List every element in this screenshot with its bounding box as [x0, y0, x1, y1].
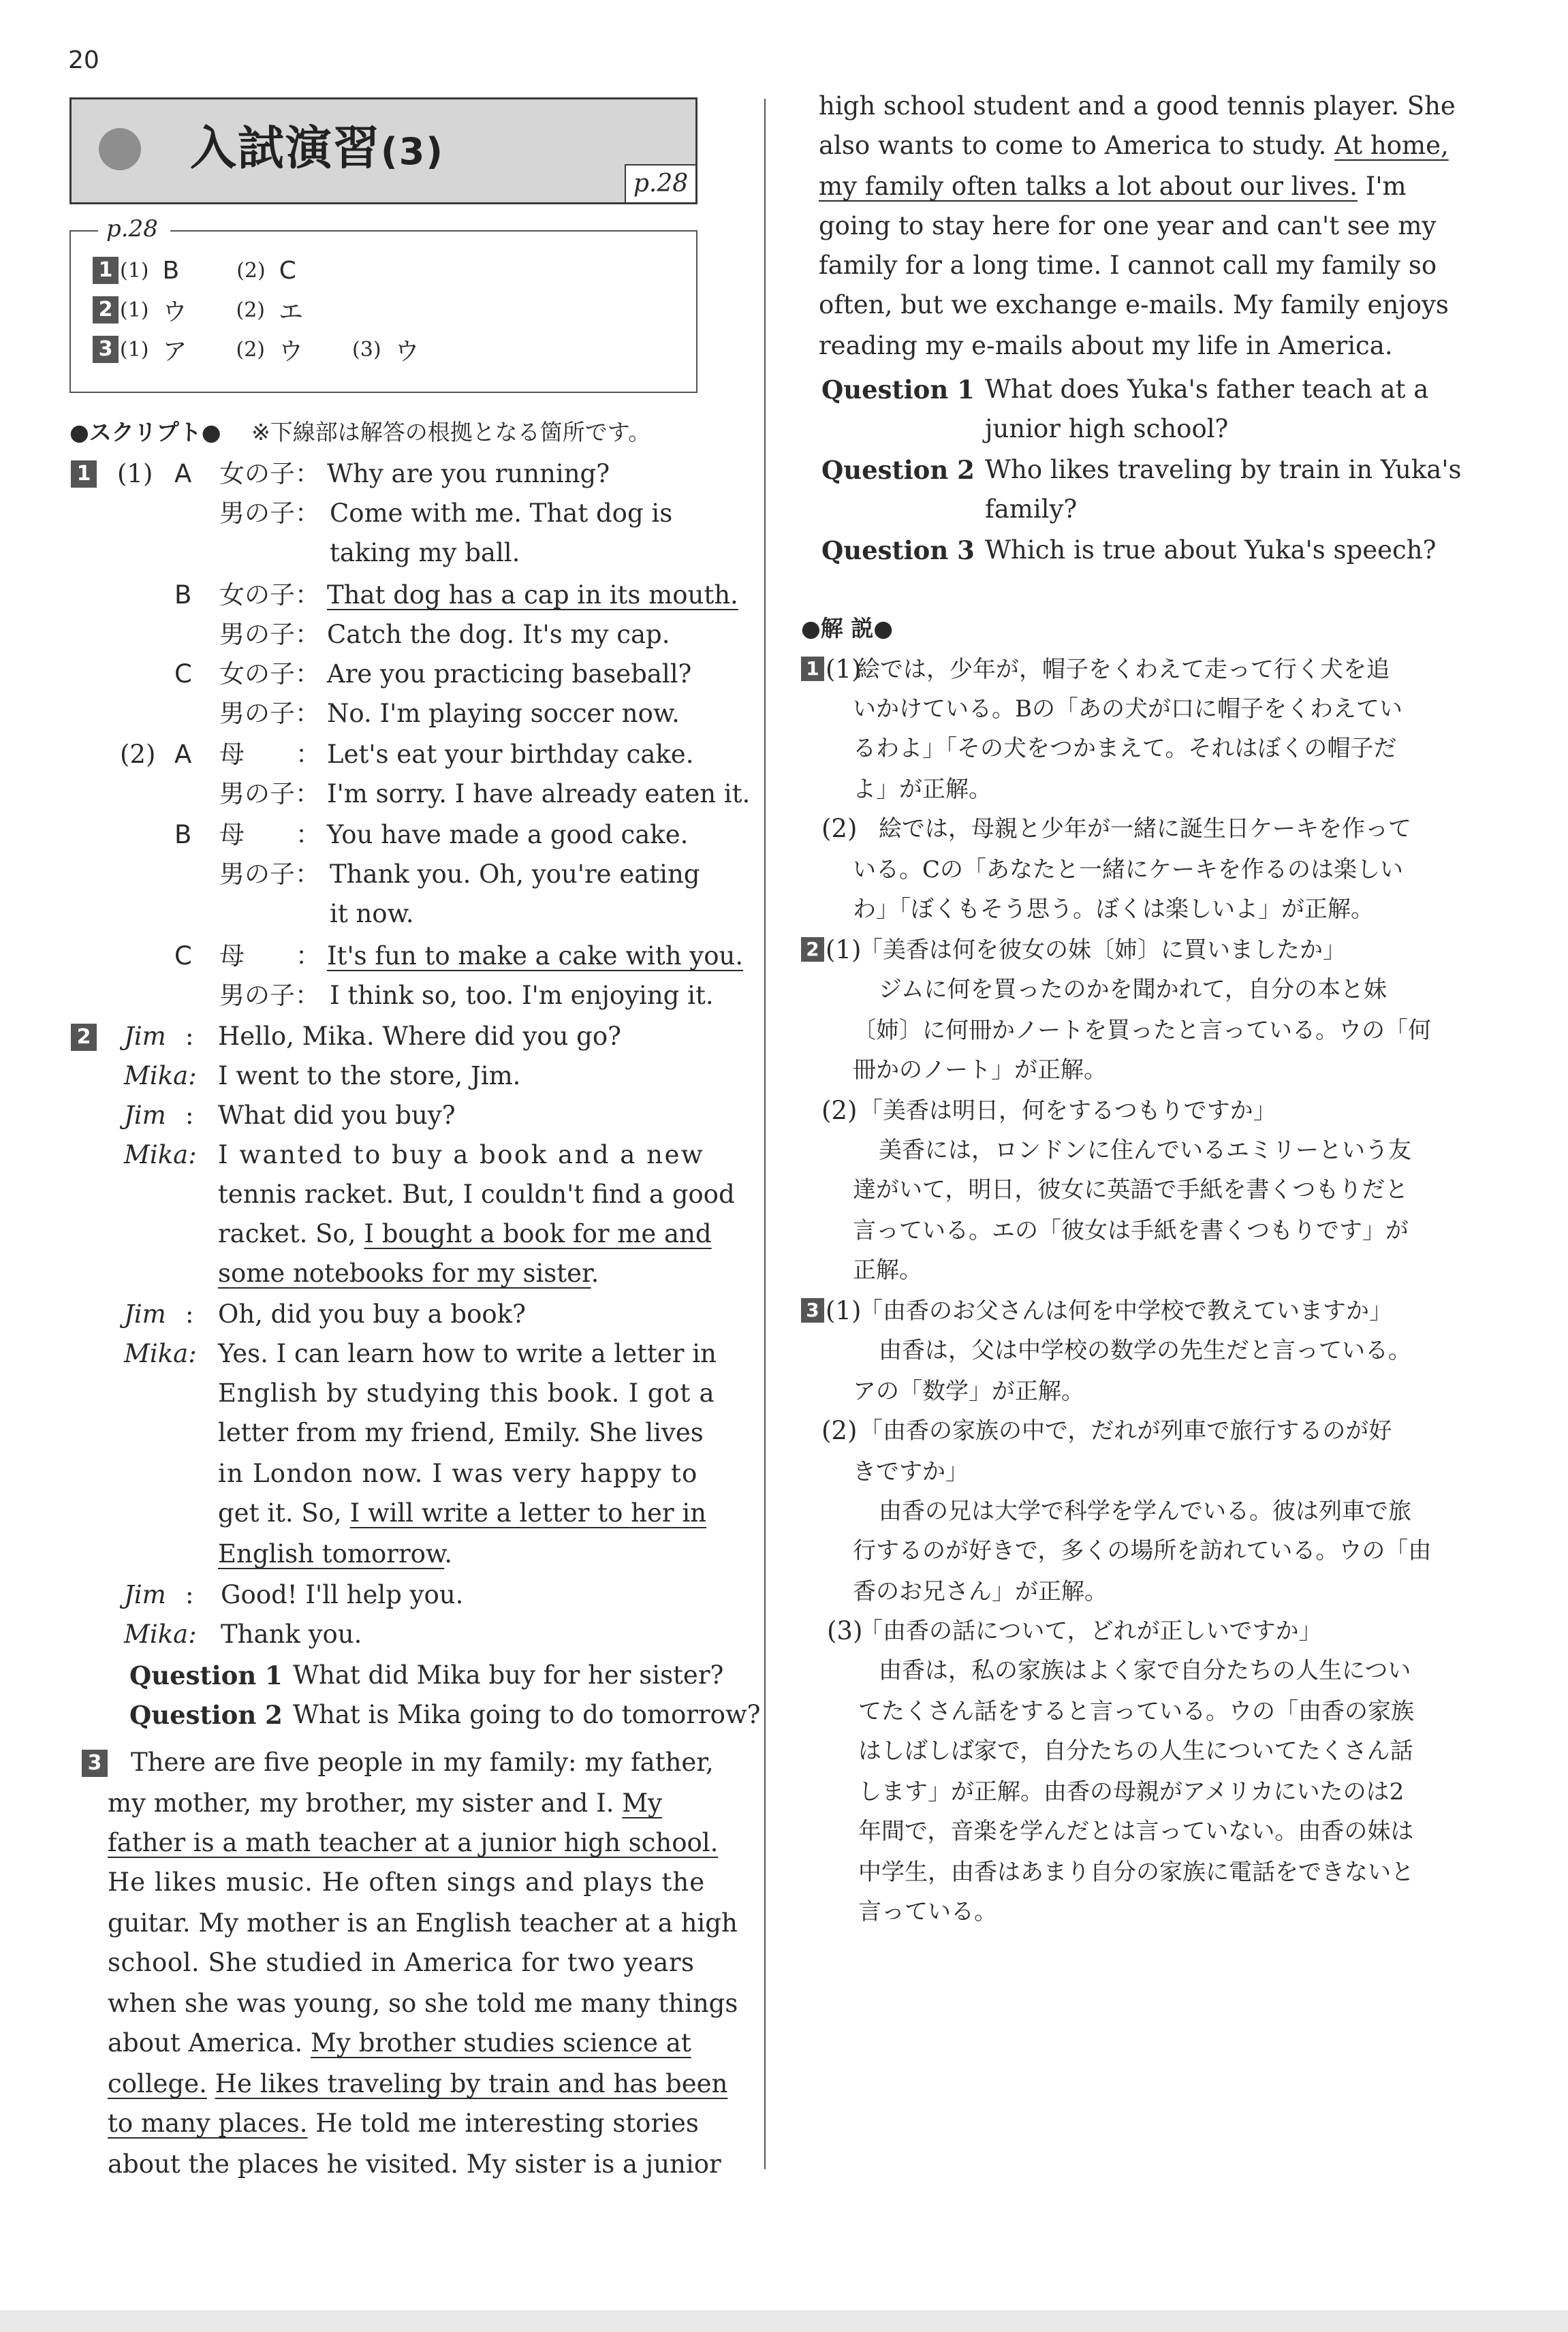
question-label: Question 1 [129, 1660, 283, 1690]
scan-edge-shade [0, 2310, 1568, 2332]
section-number-box: 1 [71, 460, 97, 488]
question-text: What does Yuka's father teach at a [985, 375, 1429, 404]
script-line: it now. [330, 899, 414, 928]
section-number-box: 1 [801, 657, 824, 681]
colon: : [185, 1101, 194, 1130]
explanation-line: 由香は，父は中学校の数学の先生だと言っている。 [879, 1337, 1411, 1364]
passage-line [108, 2028, 691, 2059]
passage-line [108, 2108, 699, 2139]
passage-line [819, 130, 1449, 161]
speaker-label: Jim [124, 1580, 166, 1609]
question-text: What is Mika going to do tomorrow? [293, 1700, 761, 1729]
question-text: Which is true about Yuka's speech? [985, 535, 1437, 565]
script-line: Catch the dog. It's my cap. [327, 620, 670, 649]
answer-row [93, 332, 420, 366]
explanation-line: 言っている。エの「彼女は手紙を書くつもりです」が [853, 1217, 1409, 1244]
passage-line: about the places he visited. My sister is a junior [108, 2149, 721, 2179]
script-line: No. I'm playing soccer now. [327, 699, 680, 728]
passage-line: high school student and a good tennis player. She [819, 91, 1456, 121]
passage-line [108, 2068, 727, 2100]
answer-box-label: p.28 [98, 215, 170, 242]
answer-value: C [279, 256, 296, 285]
sub-number: (2) [236, 258, 266, 283]
speaker-label: 男の子： [219, 981, 320, 1010]
script-note: ※下線部は解答の根拠となる箇所です。 [251, 419, 651, 445]
script-line-underlined: It's fun to make a cake with you. [327, 941, 744, 971]
underlined-text: I bought a book for me and [364, 1219, 712, 1248]
speaker-label: 女の子： [219, 580, 320, 610]
explanation-line: 冊かのノート」が正解。 [853, 1056, 1107, 1084]
underlined-text: My brother studies science at [311, 2028, 691, 2058]
sub-number: (2) [821, 1416, 858, 1445]
speaker-label: 男の子： [219, 620, 320, 649]
page-title [190, 112, 444, 178]
sub-number: (2) [821, 814, 858, 843]
underlined-text: some notebooks for my sister [218, 1259, 591, 1288]
section-number-box: 2 [71, 1024, 97, 1051]
dialogue-line: Thank you. [221, 1620, 362, 1649]
passage-line: reading my e-mails about my life in America. [819, 331, 1393, 360]
underlined-text: He likes traveling by train and has been [215, 2069, 728, 2098]
underlined-text: At home, [1334, 131, 1449, 160]
explanation-line: 美香には，ロンドンに住んでいるエミリーという友 [879, 1137, 1411, 1164]
speaker-label: 男の子： [219, 699, 320, 728]
explanation-line: 香のお兄さん」が正解。 [853, 1578, 1108, 1605]
passage-line: when she was young, so she told me many things [108, 1989, 738, 2018]
explanation-line: ジムに何を買ったのかを聞かれて，自分の本と妹 [879, 976, 1387, 1003]
answer-value: ウ [279, 337, 304, 366]
explanation-line: アの「数学」が正解。 [853, 1378, 1084, 1405]
sub-number: (1) [826, 655, 862, 684]
speaker-label: Jim [124, 1101, 166, 1130]
explanation-line: 「由香のお父さんは何を中学校で教えていますか」 [860, 1297, 1392, 1325]
colon: ： [296, 820, 321, 849]
colon: ： [296, 740, 321, 769]
column-divider [764, 99, 766, 2169]
underlined-text: to many places. [108, 2109, 308, 2138]
title-main: 入試演習 [190, 122, 381, 176]
dialogue-line: Good! I'll help you. [221, 1580, 464, 1609]
underlined-text: English tomorrow [218, 1539, 445, 1569]
explanation-line: 年間で，音楽を学んだとは言っていない。由香の妹は [858, 1818, 1414, 1845]
speaker-label: 母 [219, 740, 245, 769]
colon: ： [296, 941, 321, 971]
speaker-label: Mika: [124, 1140, 197, 1169]
question-text: family? [985, 494, 1078, 524]
explanation-line: 言っている。 [858, 1898, 997, 1925]
speaker-label: 女の子： [219, 659, 320, 689]
dialogue-line: Hello, Mika. Where did you go? [218, 1022, 621, 1051]
explanation-line: 絵では，母親と少年が一緒に誕生日ケーキを作って [879, 815, 1411, 842]
script-line: You have made a good cake. [327, 820, 689, 849]
colon: : [185, 1580, 194, 1609]
explanation-line: はしばしば家で，自分たちの人生についてたくさん話 [858, 1737, 1413, 1765]
script-line: Are you practicing baseball? [327, 659, 692, 689]
question-text: Who likes traveling by train in Yuka's [985, 455, 1462, 484]
dialogue-line: I went to the store, Jim. [218, 1061, 521, 1090]
sub-number: (3) [352, 337, 381, 362]
passage-line: guitar. My mother is an English teacher at a high [108, 1908, 738, 1938]
explanation-line: 行するのが好きで，多くの場所を訪れている。ウの「由 [853, 1537, 1432, 1564]
script-line: taking my ball. [330, 538, 520, 567]
dialogue-line: in London now. I was very happy to [218, 1459, 698, 1488]
option-letter: C [174, 941, 192, 971]
passage-line: going to stay here for one year and can't see my [819, 211, 1437, 240]
sub-number: (2) [821, 1096, 858, 1125]
option-letter: A [174, 740, 192, 769]
section-title-banner [69, 97, 697, 204]
sub-number: (1) [826, 1296, 862, 1325]
script-heading-line [69, 417, 650, 448]
explanation-line: 絵では，少年が，帽子をくわえて走って行く犬を追 [857, 656, 1390, 683]
sub-number: (2) [236, 337, 266, 362]
dialogue-line: I wanted to buy a book and a new [218, 1140, 705, 1169]
underlined-text: college. [108, 2069, 207, 2098]
title-number: (3) [381, 130, 444, 173]
explanation-line: 〔姉〕に何冊かノートを買ったと言っている。ウの「何 [853, 1017, 1431, 1044]
sub-number: (1) [120, 337, 149, 362]
passage-text: I'm [1357, 172, 1407, 201]
question-text: junior high school? [985, 414, 1229, 443]
explanation-line: きですか」 [853, 1458, 969, 1485]
answer-value: ア [162, 337, 187, 366]
dialogue-line [218, 1258, 599, 1289]
speaker-label: 男の子： [219, 860, 320, 889]
speaker-label: Mika: [124, 1061, 197, 1090]
explanation-line: します」が正解。由香の母親がアメリカにいたのは2 [858, 1778, 1405, 1806]
page-number: 20 [68, 46, 99, 74]
colon: : [185, 1022, 194, 1051]
question-label: Question 2 [821, 455, 975, 485]
question-number-box: 1 [93, 257, 119, 284]
answer-value: ウ [162, 298, 187, 326]
section-number-box: 3 [82, 1750, 108, 1777]
passage-text: about America. [108, 2028, 311, 2058]
explanation-line: 正解。 [853, 1257, 922, 1284]
explanation-line: 「由香の話について，どれが正しいですか」 [860, 1618, 1322, 1645]
script-line: Why are you running? [327, 459, 610, 488]
answer-value: B [162, 256, 180, 285]
question-number-box: 2 [93, 296, 119, 324]
script-line: Let's eat your birthday cake. [327, 740, 694, 769]
script-line: Come with me. That dog is [330, 499, 673, 528]
explanation-line: てたくさん話をすると言っている。ウの「由香の家族 [858, 1698, 1414, 1725]
explanation-line: 由香の兄は大学で科学を学んでいる。彼は列車で旅 [879, 1498, 1411, 1525]
passage-line [819, 171, 1407, 202]
explanation-line: 「美香は何を彼女の妹〔姉〕に買いましたか」 [860, 936, 1346, 964]
dialogue-line [218, 1218, 712, 1250]
answer-key-box [69, 215, 697, 393]
speaker-label: Mika: [124, 1339, 197, 1368]
section-number-box: 2 [801, 937, 824, 962]
explanation-line: 中学生，由香はあまり自分の家族に電話をできないと [858, 1859, 1414, 1886]
script-line: I'm sorry. I have already eaten it. [327, 779, 751, 808]
question-label: Question 1 [821, 375, 975, 405]
dialogue-line: tennis racket. But, I couldn't find a good [218, 1180, 735, 1209]
question-text: What did Mika buy for her sister? [293, 1660, 724, 1690]
explanation-line: いる。Cの「あなたと一緒にケーキを作るのは楽しい [853, 856, 1404, 883]
passage-text: my mother, my brother, my sister and I. [108, 1789, 623, 1818]
passage-line: often, but we exchange e-mails. My family enjoys [819, 290, 1449, 319]
explanation-line: 「美香は明日，何をするつもりですか」 [860, 1097, 1276, 1124]
dialogue-text: racket. So, [218, 1219, 364, 1248]
dialogue-line [218, 1539, 452, 1570]
question-label: Question 3 [821, 535, 975, 565]
script-line: Thank you. Oh, you're eating [330, 860, 700, 889]
dialogue-line: Yes. I can learn how to write a letter in [218, 1339, 717, 1368]
explanation-line: わ」「ぼくもそう思う。ぼくは楽しいよ」が正解。 [853, 896, 1374, 923]
option-letter: B [174, 580, 192, 610]
explanation-line: 達がいて，明日，彼女に英語で手紙を書くつもりだと [853, 1176, 1409, 1203]
underlined-text: My [622, 1789, 663, 1818]
dialogue-text: . [444, 1539, 452, 1569]
question-number-box: 3 [93, 336, 119, 363]
dialogue-text: get it. So, [218, 1498, 350, 1528]
speaker-label: Mika: [124, 1620, 197, 1649]
sub-number: (2) [236, 298, 266, 322]
dialogue-line: Oh, did you buy a book? [218, 1299, 526, 1329]
explanation-line: よ」が正解。 [853, 776, 992, 803]
option-letter: A [174, 459, 192, 488]
answer-row [93, 253, 296, 287]
passage-line [108, 1788, 662, 1819]
speaker-label: 母 [219, 941, 245, 971]
option-letter: C [174, 659, 192, 689]
speaker-label: Jim [124, 1022, 166, 1051]
explanation-line: 「由香の家族の中で，だれが列車で旅行するのが好 [860, 1417, 1392, 1445]
passage-line: There are five people in my family: my father, [131, 1748, 714, 1777]
sub-number: (2) [120, 740, 156, 769]
passage-text: He told me interesting stories [307, 2109, 699, 2138]
script-line-underlined: That dog has a cap in its mouth. [327, 580, 738, 610]
colon: : [185, 1299, 194, 1329]
dialogue-line: English by studying this book. I got a [218, 1378, 715, 1408]
passage-line: family for a long time. I cannot call my family so [819, 251, 1437, 280]
passage-line: He likes music. He often sings and plays the [108, 1868, 706, 1897]
speaker-label: 女の子： [219, 459, 320, 488]
question-label: Question 2 [129, 1700, 283, 1730]
explanation-line: いかけている。Bの「あの犬が口に帽子をくわえてい [853, 695, 1402, 723]
bullet-circle-icon [99, 128, 141, 170]
sub-number: (1) [120, 298, 149, 322]
speaker-label: Jim [124, 1299, 166, 1329]
passage-text [207, 2069, 215, 2098]
speaker-label: 男の子： [219, 779, 320, 808]
dialogue-text: . [591, 1259, 599, 1288]
sub-number: (1) [117, 459, 153, 488]
speaker-label: 母 [219, 820, 245, 849]
title-page-reference: p.28 [625, 164, 695, 202]
sub-number: (1) [826, 935, 862, 964]
section-number-box: 3 [801, 1298, 824, 1323]
sub-number: (1) [120, 258, 149, 283]
explanation-line: 由香は，私の家族はよく家で自分たちの人生につい [879, 1657, 1411, 1684]
answer-row [93, 293, 303, 327]
dialogue-line [218, 1498, 706, 1529]
script-line: I think so, too. I'm enjoying it. [330, 981, 714, 1010]
speaker-label: 男の子： [219, 499, 320, 528]
dialogue-line: letter from my friend, Emily. She lives [218, 1418, 704, 1447]
answer-value: エ [279, 298, 304, 326]
underlined-text: my family often talks a lot about our lives. [819, 172, 1358, 201]
underlined-text: I will write a letter to her in [349, 1498, 706, 1528]
passage-line-underlined: father is a math teacher at a junior high school. [108, 1828, 719, 1857]
answer-value: ウ [394, 337, 420, 366]
sub-number: (3) [827, 1616, 863, 1645]
explanation-heading: ●解 説● [801, 615, 894, 642]
script-heading: ●スクリプト● [69, 419, 221, 445]
dialogue-line: What did you buy? [218, 1101, 456, 1130]
passage-text: also wants to come to America to study. [819, 131, 1335, 160]
explanation-line: るわよ」「その犬をつかまえて。それはぼくの帽子だ [853, 735, 1397, 762]
passage-line: school. She studied in America for two years [108, 1948, 695, 1977]
option-letter: B [174, 820, 192, 849]
